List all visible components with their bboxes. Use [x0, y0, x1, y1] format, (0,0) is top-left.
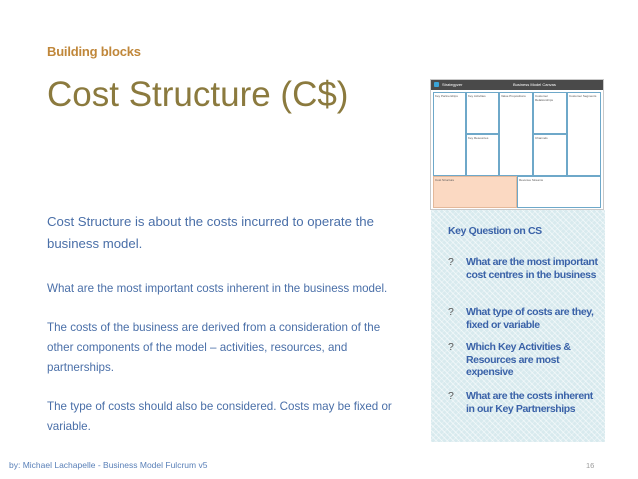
canvas-title: Business Model Canvas — [513, 82, 556, 87]
paragraph-derived-costs: The costs of the business are derived from a consideration of the other components of the model – activities, resources, and partnerships. — [47, 321, 381, 374]
key-question-title: Key Question on CS — [448, 225, 542, 237]
canvas-header — [431, 80, 603, 90]
question-bullet: ? — [448, 306, 454, 318]
canvas-cell-value-propositions: Value Propositions — [499, 92, 533, 176]
paragraph-cost-types: The type of costs should also be considered. Costs may be fixed or variable. — [47, 400, 392, 433]
canvas-cell-customer-segments: Customer Segments — [567, 92, 601, 176]
question-bullet: ? — [448, 256, 454, 268]
canvas-cell-key-activities: Key Activities — [466, 92, 499, 134]
canvas-brand: Strategyzer — [442, 82, 463, 87]
canvas-cell-channels: Channels — [533, 134, 567, 176]
key-question-item — [448, 390, 598, 415]
key-question-item — [448, 256, 598, 281]
paragraph-important-costs: What are the most important costs inherent in the business model. — [47, 282, 388, 295]
business-model-canvas-thumbnail — [430, 79, 604, 210]
canvas-cell-revenue-streams: Revenue Streams — [517, 176, 601, 208]
page-number: 16 — [586, 461, 595, 470]
key-question-text: What type of costs are they, fixed or variable — [466, 306, 594, 331]
section-label: Building blocks — [47, 44, 141, 59]
slide-footer: by: Michael Lachapelle - Business Model Fulcrum v5 — [9, 460, 208, 470]
key-question-item — [448, 341, 598, 379]
canvas-cell-key-resources: Key Resources — [466, 134, 499, 176]
canvas-cell-key-partnerships: Key Partnerships — [433, 92, 466, 176]
strategyzer-logo-icon — [434, 82, 439, 87]
question-bullet: ? — [448, 390, 454, 402]
key-question-text: Which Key Activities & Resources are most expensive — [466, 341, 571, 378]
key-question-text: What are the costs inherent in our Key Partnerships — [466, 390, 593, 415]
question-bullet: ? — [448, 341, 454, 353]
key-question-text: What are the most important cost centres in the business — [466, 256, 598, 281]
canvas-cell-customer-relationships: Customer Relationships — [533, 92, 567, 134]
key-question-panel — [431, 210, 605, 442]
canvas-cell-cost-structure: Cost Structure — [433, 176, 517, 208]
paragraph-intro: Cost Structure is about the costs incurred to operate the business model. — [47, 214, 374, 251]
key-question-item — [448, 306, 598, 331]
slide-title: Cost Structure (C$) — [47, 75, 349, 114]
body-text — [47, 211, 397, 456]
